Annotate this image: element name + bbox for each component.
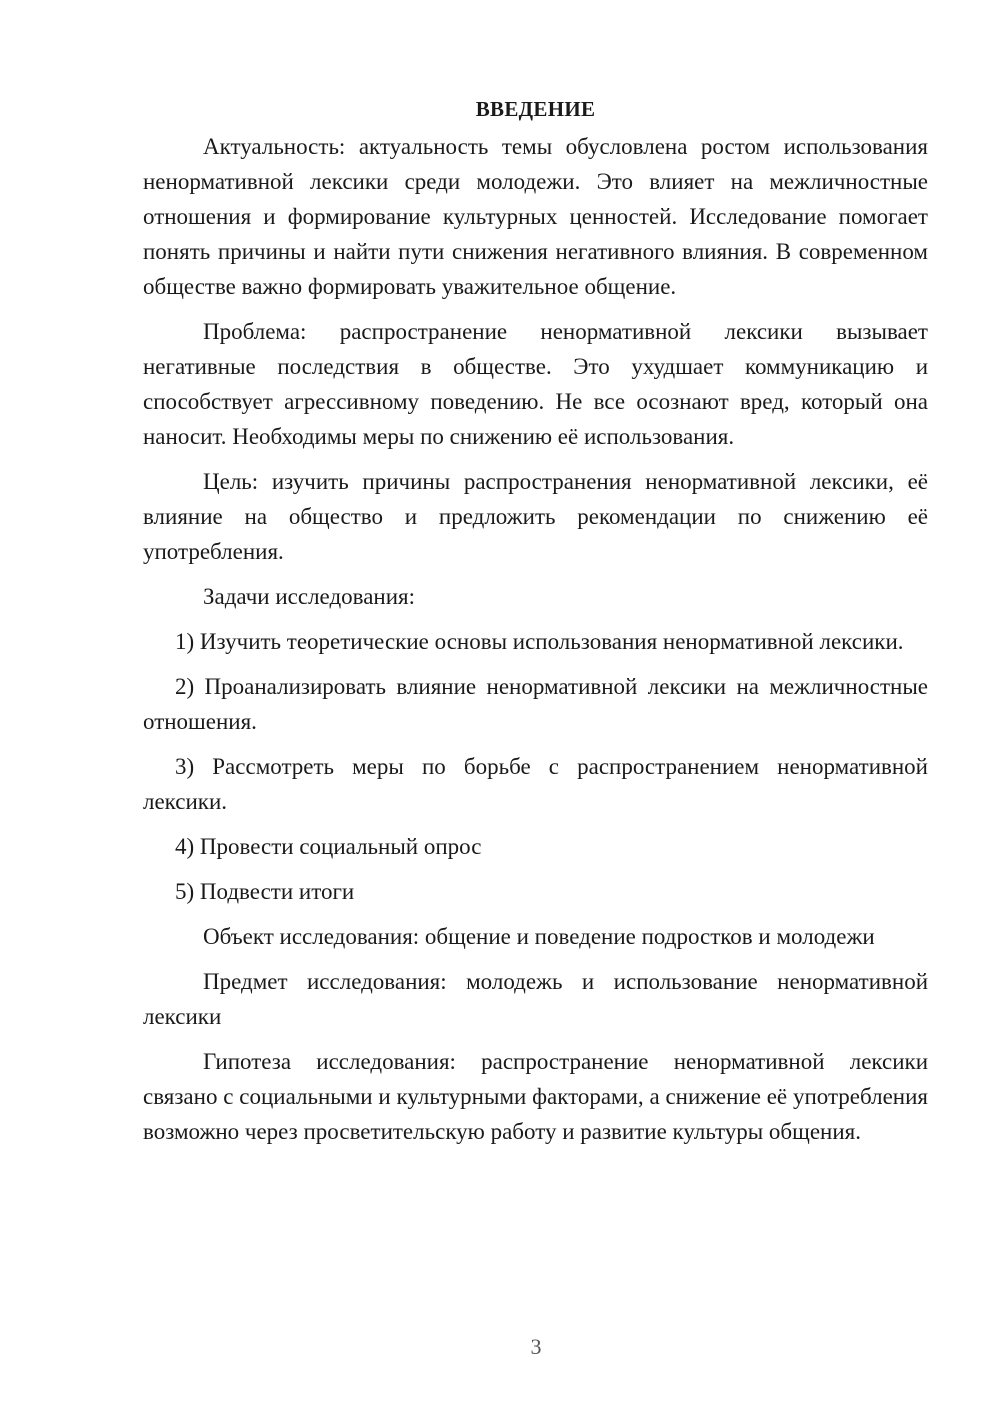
tasks-heading: Задачи исследования: [203,584,416,609]
page-number: 3 [530,1334,542,1359]
task-item: 2) Проанализировать влияние ненормативной лексики на межличностные отношения. [143,674,928,734]
problem-paragraph: Проблема: распространение ненормативной лексики вызывает негативные последствия в обществе. Это ухудшает коммуникацию и способствует агрессивному поведению. Не все осознают вред, который она наносит. Необходимы меры по снижению её использования. [143,319,928,449]
tasks-list [143,624,928,909]
task-item: 4) Провести социальный опрос [175,834,482,859]
task-item: 5) Подвести итоги [175,879,355,904]
task-item: 3) Рассмотреть меры по борьбе с распространением ненормативной лексики. [143,754,928,814]
hypothesis-paragraph: Гипотеза исследования: распространение ненормативной лексики связано с социальными и культурными факторами, а снижение её употребления возможно через просветительскую работу и развитие культуры общения. [143,1049,928,1144]
subject-paragraph: Предмет исследования: молодежь и использование ненормативной лексики [143,969,928,1029]
section-title: ВВЕДЕНИЕ [475,97,596,121]
goal-paragraph: Цель: изучить причины распространения ненормативной лексики, её влияние на общество и предложить рекомендации по снижению её употребления. [143,469,928,564]
relevance-paragraph: Актуальность: актуальность темы обусловлена ростом использования ненормативной лексики среди молодежи. Это влияет на межличностные отношения и формирование культурных ценностей. Исследование помогает понять причины и найти пути снижения негативного влияния. В современном обществе важно формировать уважительное общение. [143,134,928,299]
task-item: 1) Изучить теоретические основы использования ненормативной лексики. [175,629,904,654]
page-content [143,92,928,1149]
object-paragraph: Объект исследования: общение и поведение подростков и молодежи [203,924,875,949]
